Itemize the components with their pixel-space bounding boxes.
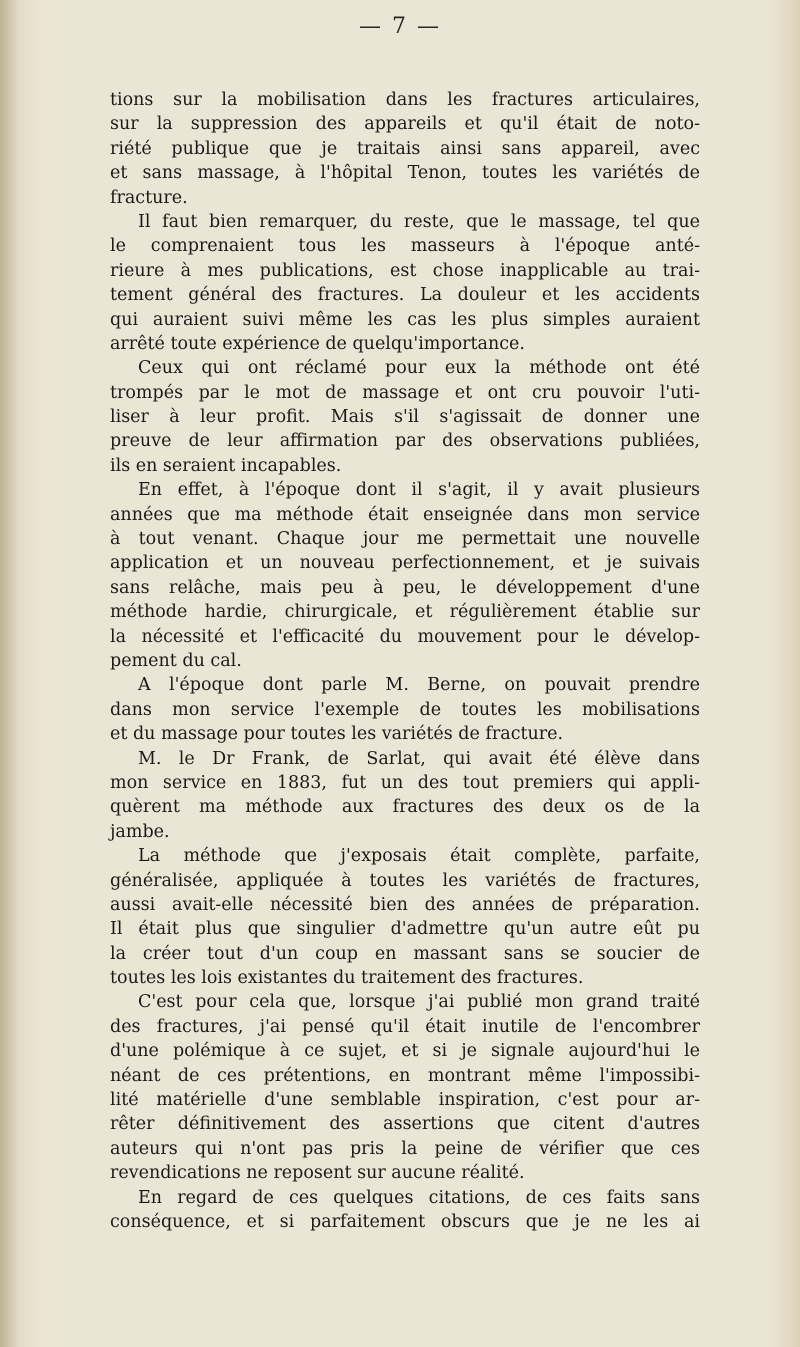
text-line: sur la suppression des appareils et qu'il était de noto- — [110, 114, 700, 135]
text-line: mon service en 1883, fut un des tout premiers qui appli- — [110, 772, 700, 793]
text-line: En effet, à l'époque dont il s'agit, il y avait plusieurs — [138, 480, 700, 501]
text-line: ils en seraient incapables. — [110, 455, 342, 476]
text-line: arrêté toute expérience de quelqu'importance. — [110, 333, 525, 354]
paragraph — [110, 478, 700, 673]
text-line: tions sur la mobilisation dans les fractures articulaires, — [110, 90, 700, 110]
text-line: application et un nouveau perfectionnement, et je suivais — [110, 553, 700, 574]
paragraph — [110, 356, 700, 478]
text-line: La méthode que j'exposais était complète, parfaite, — [138, 846, 700, 867]
text-line: toutes les lois existantes du traitement des fractures. — [110, 968, 584, 989]
text-line: auteurs qui n'ont pas pris la peine de vérifier que ces — [110, 1138, 700, 1159]
paragraph — [110, 844, 700, 990]
text-line: En regard de ces quelques citations, de ces faits sans — [138, 1187, 700, 1208]
text-line: conséquence, et si parfaitement obscurs que je ne les ai — [110, 1211, 700, 1232]
text-line: années que ma méthode était enseignée dans mon service — [110, 504, 700, 525]
text-line: à tout venant. Chaque jour me permettait une nouvelle — [110, 529, 700, 550]
paragraph — [110, 990, 700, 1185]
paragraph — [110, 747, 700, 845]
text-line: riété publique que je traitais ainsi sans appareil, avec — [110, 138, 700, 159]
body-text — [110, 88, 700, 1234]
text-line: C'est pour cela que, lorsque j'ai publié mon grand traité — [138, 992, 700, 1013]
text-line: Il faut bien remarquer, du reste, que le massage, tel que — [138, 211, 700, 232]
text-line: revendications ne reposent sur aucune réalité. — [110, 1163, 525, 1184]
text-line: rêter définitivement des assertions que citent d'autres — [110, 1114, 700, 1135]
text-line: et du massage pour toutes les variétés de fracture. — [110, 724, 564, 745]
text-line: fracture. — [110, 187, 188, 208]
text-line: rieure à mes publications, est chose inapplicable au trai- — [110, 260, 700, 281]
text-line: pement du cal. — [110, 650, 242, 671]
text-line: M. le Dr Frank, de Sarlat, qui avait été élève dans — [138, 748, 700, 769]
paragraph — [110, 673, 700, 746]
text-line: la créer tout d'un coup en massant sans se soucier de — [110, 943, 700, 964]
text-line: néant de ces prétentions, en montrant même l'impossibi- — [110, 1065, 700, 1086]
text-line: liser à leur profit. Mais s'il s'agissait de donner une — [110, 407, 700, 428]
text-line: d'une polémique à ce sujet, et si je signale aujourd'hui le — [110, 1041, 700, 1062]
text-line: et sans massage, à l'hôpital Tenon, toutes les variétés de — [110, 163, 700, 184]
page-number: — 7 — — [359, 14, 441, 39]
text-line: quèrent ma méthode aux fractures des deux os de la — [110, 797, 700, 818]
text-line: dans mon service l'exemple de toutes les mobilisations — [110, 699, 700, 720]
paragraph — [110, 210, 700, 356]
text-line: A l'époque dont parle M. Berne, on pouvait prendre — [138, 675, 700, 696]
text-line: des fractures, j'ai pensé qu'il était inutile de l'encombrer — [110, 1016, 700, 1037]
text-line: jambe. — [110, 821, 170, 842]
text-line: preuve de leur affirmation par des observations publiées, — [110, 431, 700, 452]
paragraph — [110, 1186, 700, 1235]
paragraph — [110, 88, 700, 210]
text-line: Il était plus que singulier d'admettre qu'un autre eût pu — [110, 919, 700, 940]
text-line: lité matérielle d'une semblable inspiration, c'est pour ar- — [110, 1090, 700, 1111]
text-line: Ceux qui ont réclamé pour eux la méthode ont été — [138, 358, 700, 379]
text-line: le comprenaient tous les masseurs à l'époque anté- — [110, 236, 700, 257]
text-line: la nécessité et l'efficacité du mouvement pour le dévelop- — [110, 626, 700, 647]
text-line: qui auraient suivi même les cas les plus simples auraient — [110, 309, 700, 330]
text-line: tement général des fractures. La douleur et les accidents — [110, 285, 700, 306]
text-line: généralisée, appliquée à toutes les variétés de fractures, — [110, 870, 700, 891]
text-line: méthode hardie, chirurgicale, et régulièrement établie sur — [110, 602, 700, 623]
text-line: sans relâche, mais peu à peu, le développement d'une — [110, 577, 700, 598]
text-line: aussi avait-elle nécessité bien des années de préparation. — [110, 894, 700, 915]
text-line: trompés par le mot de massage et ont cru pouvoir l'uti- — [110, 382, 700, 403]
